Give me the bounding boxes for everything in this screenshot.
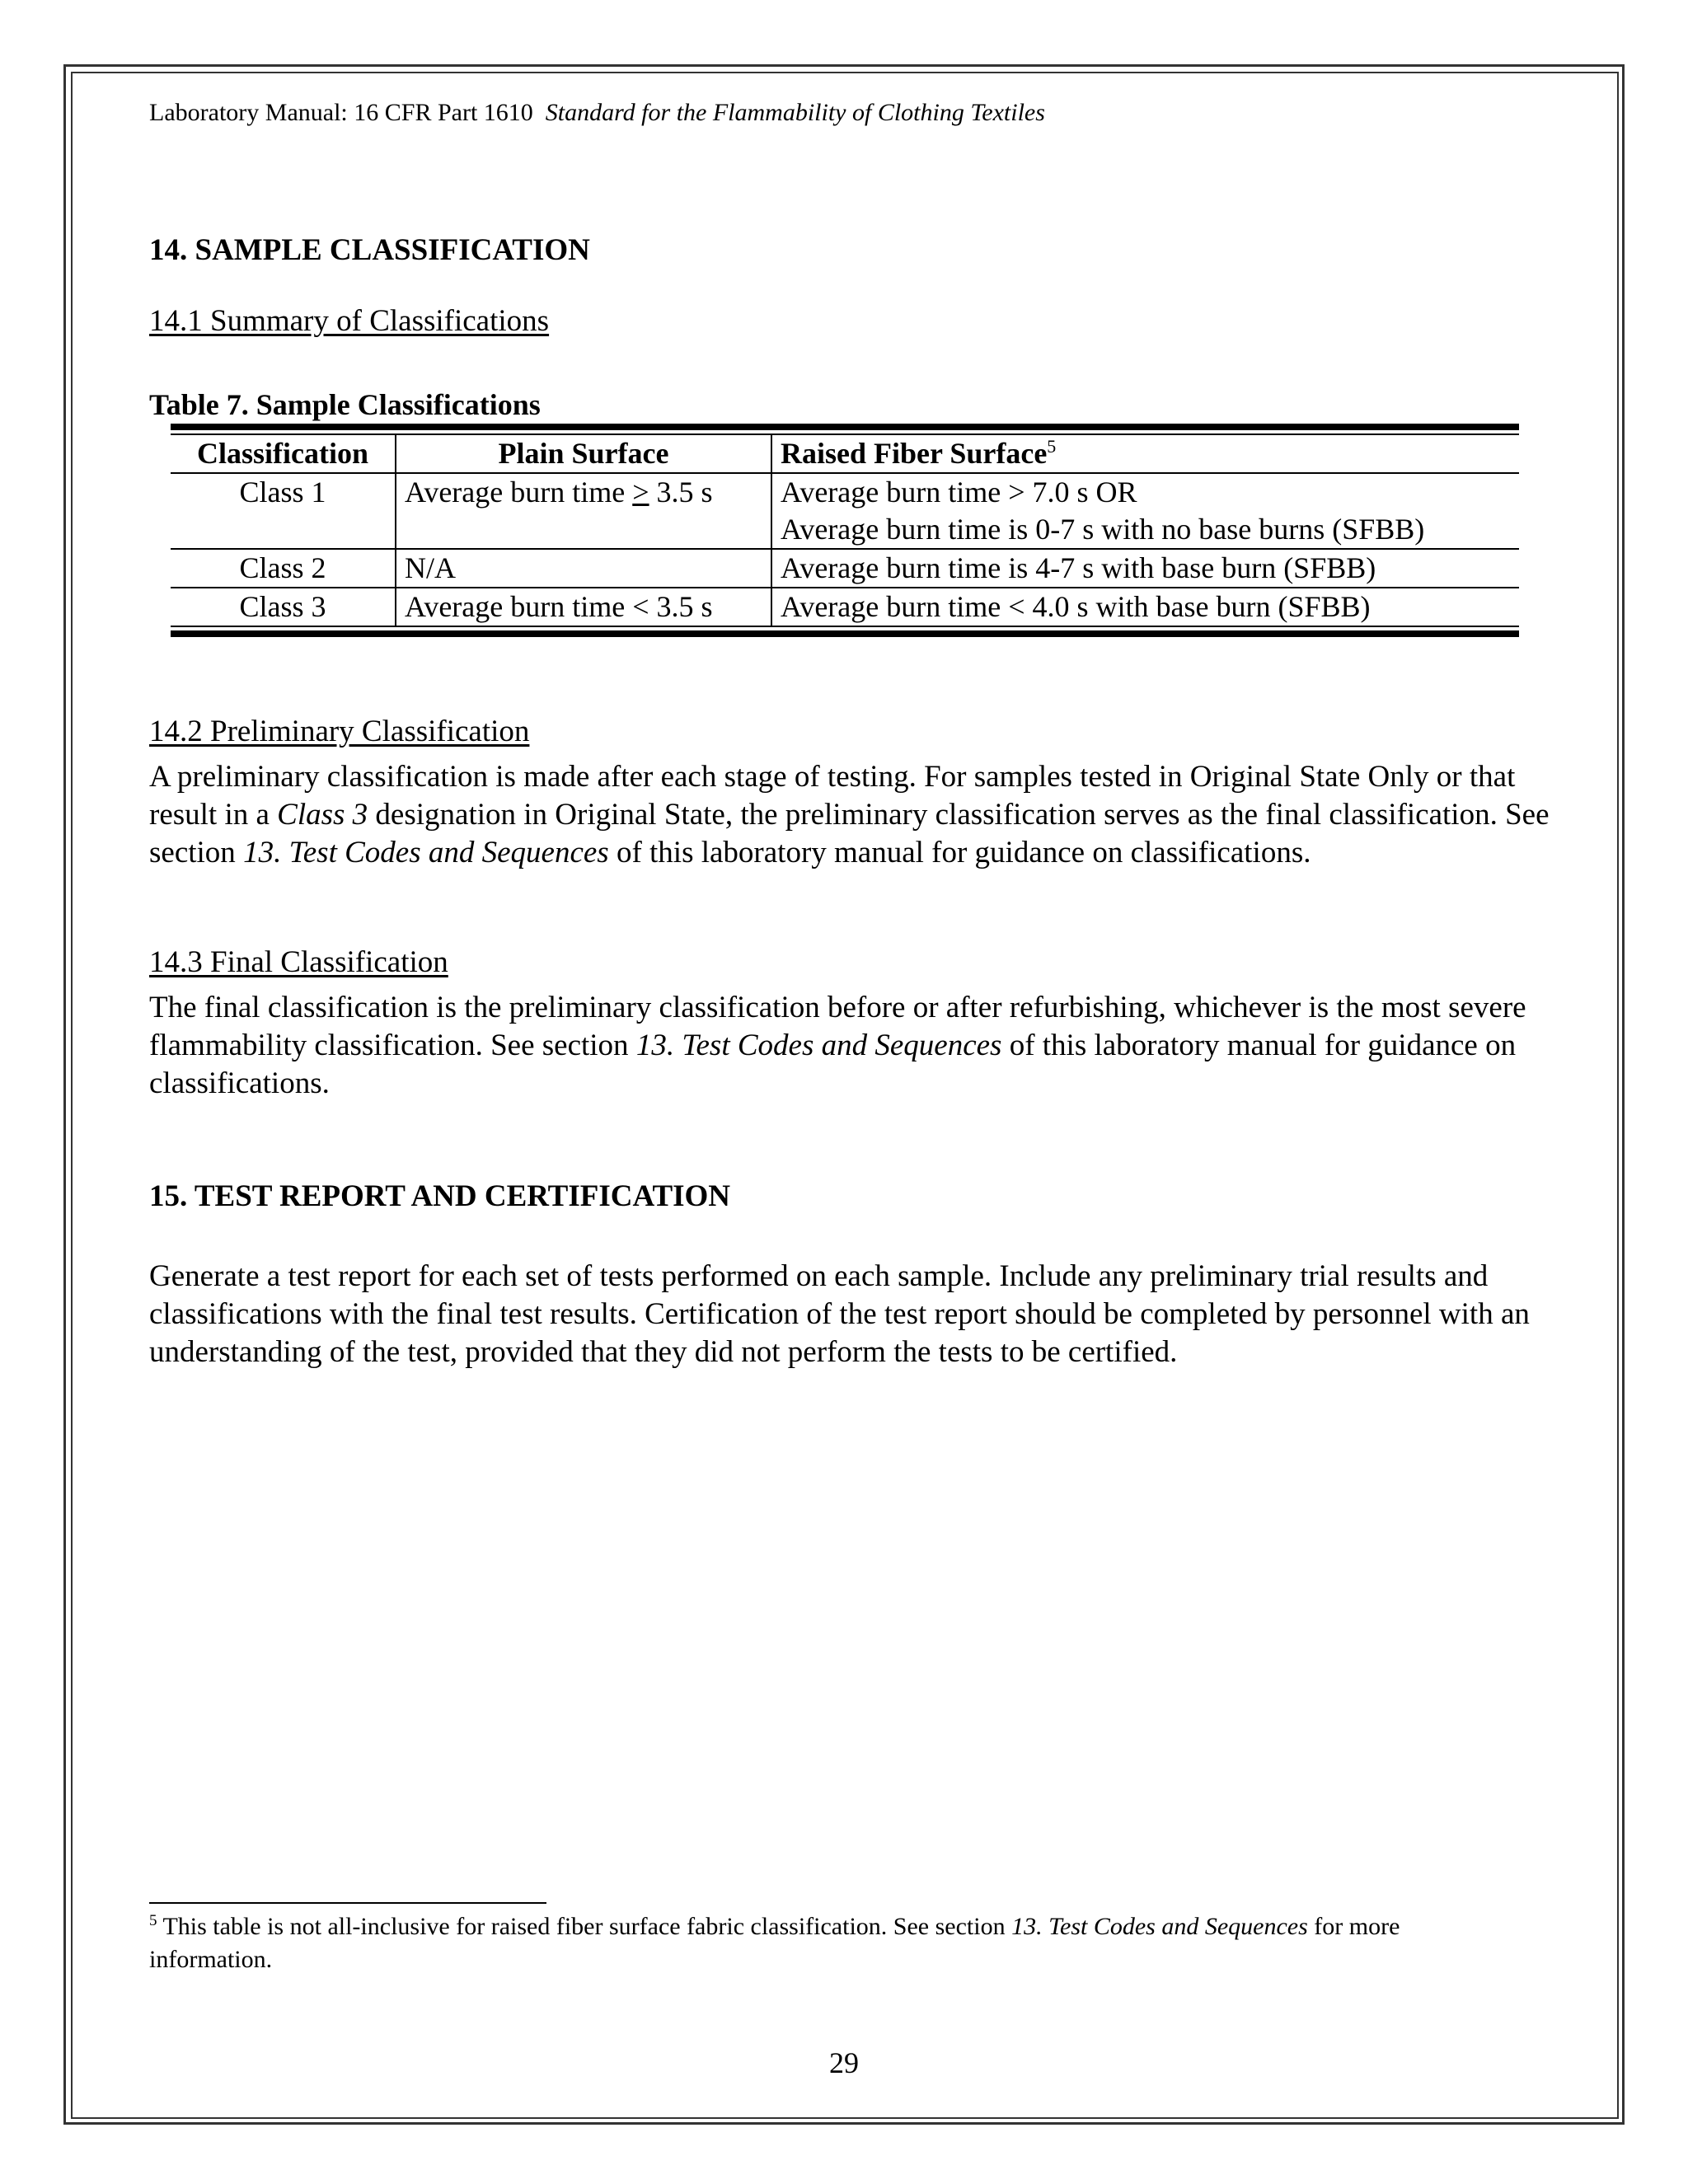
cell-plain-surface: Average burn time < 3.5 s [396,588,771,626]
header-left-text: Laboratory Manual: 16 CFR Part 1610 [149,99,533,126]
col-header-plain-surface: Plain Surface [396,435,771,473]
cell-plain-surface: N/A [396,549,771,588]
page-number: 29 [829,2046,859,2079]
section-14-3-paragraph [149,989,1550,1103]
section-14-2-paragraph [149,758,1550,872]
footnote-text: This table is not all-inclusive for raised fiber surface fabric classification. See section [157,1913,1012,1940]
cell-raised-line-2: Average burn time is 0-7 s with no base burns (SFBB) [781,513,1425,546]
table-row [171,588,1519,626]
table-header-row [171,435,1519,473]
col-header-raised-fiber-label: Raised Fiber Surface [781,437,1048,470]
table-row [171,473,1519,549]
paragraph-text: A preliminary classification is made after each stage of testing. For samples tested in Original State Only or that result in a [149,760,1516,832]
paragraph-text: of this laboratory manual for guidance on classifications. [608,836,1311,869]
cell-raised-fiber: Average burn time is 4-7 s with base burn (SFBB) [771,549,1519,588]
footnote [149,1910,1517,1976]
section-15-heading: 15. TEST REPORT AND CERTIFICATION [149,1179,731,1213]
footnote-mark: 5 [149,1912,157,1929]
cell-plain-prefix: Average burn time [405,476,633,509]
footnote-separator [149,1902,546,1904]
cell-classification: Class 1 [171,473,396,549]
paragraph-text: of this laboratory manual for guidance on classifications. [149,1029,1517,1100]
cell-raised-line-1: Average burn time > 7.0 s OR [781,476,1137,509]
header-title: Standard for the Flammability of Clothing Textiles [545,99,1045,126]
paragraph-text: The final classification is the preliminary classification before or after refurbishing, whichever is the most severe flammability classification. See section [149,991,1526,1062]
greater-or-equal-symbol: > [632,476,649,509]
footnote-text: for more information. [149,1913,1400,1973]
section-reference: 13. Test Codes and Sequences [1011,1913,1308,1940]
col-header-raised-fiber [771,435,1519,473]
table-top-rule [171,424,1519,430]
cell-classification: Class 3 [171,588,396,626]
table-caption: Table 7. Sample Classifications [149,388,541,421]
section-14-3-heading: 14.3 Final Classification [149,945,448,979]
running-header [149,99,1045,127]
cell-classification: Class 2 [171,549,396,588]
table-row [171,549,1519,588]
cell-plain-suffix: 3.5 s [649,476,713,509]
footnote-reference: 5 [1047,436,1057,457]
table-bottom-rule [171,630,1519,637]
classification-table [171,424,1519,637]
section-14-2-heading: 14.2 Preliminary Classification [149,715,530,748]
cell-raised-fiber [771,473,1519,549]
paragraph-text: designation in Original State, the preliminary classification serves as the final classification. See section [149,798,1550,869]
section-14-1-heading: 14.1 Summary of Classifications [149,304,550,338]
cell-raised-fiber: Average burn time < 4.0 s with base burn (SFBB) [771,588,1519,626]
paragraph-italic-text: Class 3 [277,798,368,832]
section-14-heading: 14. SAMPLE CLASSIFICATION [149,233,590,267]
cell-plain-surface [396,473,771,549]
col-header-classification: Classification [171,435,396,473]
section-15-paragraph: Generate a test report for each set of tests performed on each sample. Include any preliminary trial results and classifications with the final test results. Certification of the test report should be completed by personnel with an understanding of the test, provided that they did not perform the tests to be certified. [149,1259,1530,1369]
section-reference: 13. Test Codes and Sequences [635,1029,1002,1062]
section-reference: 13. Test Codes and Sequences [243,836,609,869]
